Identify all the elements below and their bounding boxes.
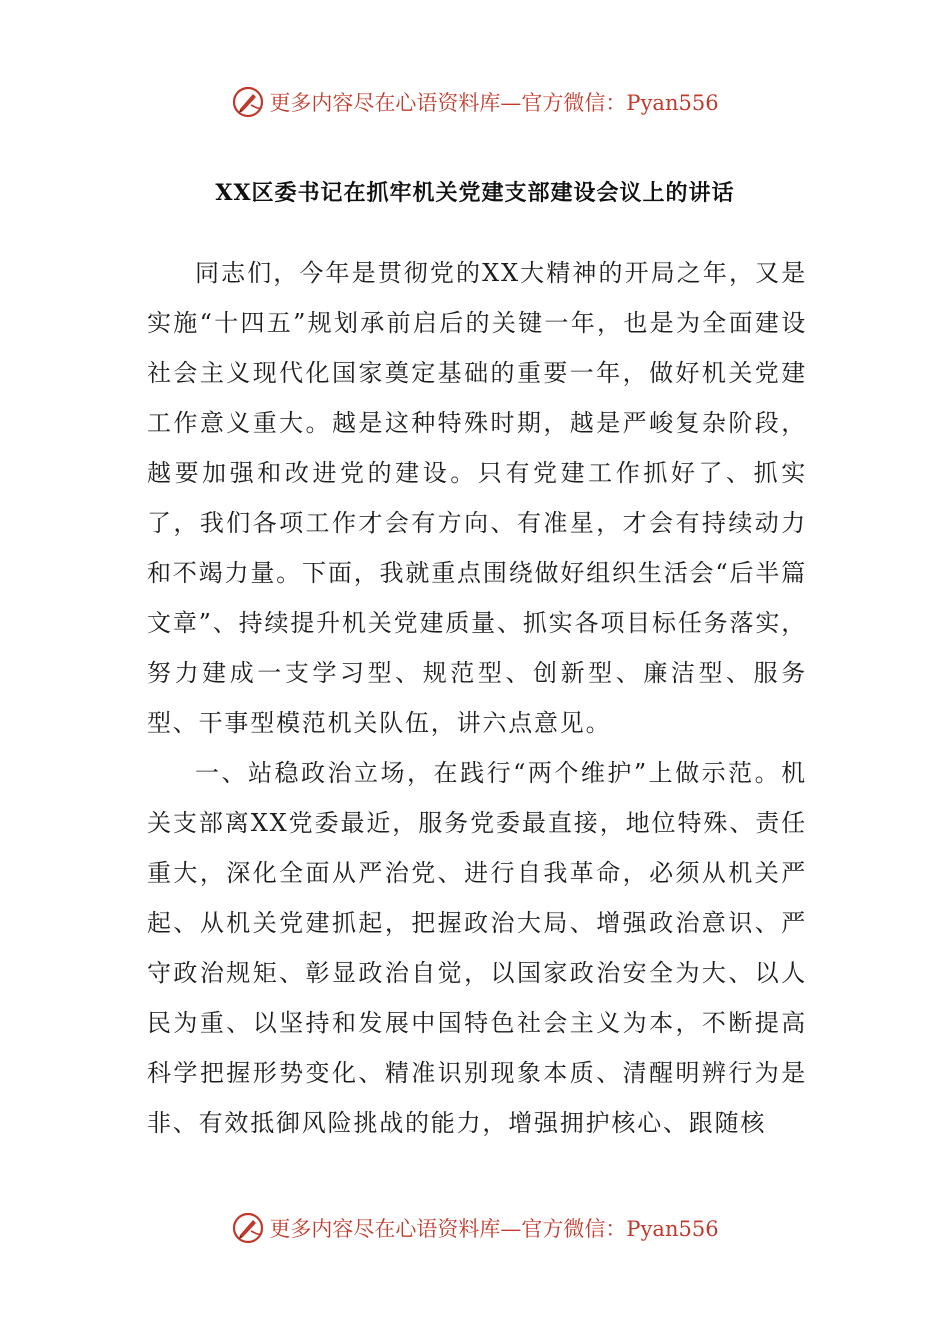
watermark-banner-top [0, 82, 950, 122]
pen-logo-icon [231, 1211, 265, 1245]
watermark-text-top: 更多内容尽在心语资料库—官方微信：Pyan556 [269, 91, 719, 115]
paragraph-2: 一、站稳政治立场，在践行“两个维护”上做示范。机关支部离XX党委最近，服务党委最直接，地位特殊、责任重大，深化全面从严治党、进行自我革命，必须从机关严起、从机关党建抓起，把握政治大局、增强政治意识、严守政治规矩、彰显政治自觉，以国家政治安全为大、以人民为重、以坚持和发展中国特色社会主义为本，不断提高科学把握形势变化、精准识别现象本质、清醒明辨行为是非、有效抵御风险挑战的能力，增强拥护核心、跟随核 [147, 759, 807, 1137]
watermark-text-bottom: 更多内容尽在心语资料库—官方微信：Pyan556 [269, 1217, 719, 1241]
watermark-banner-bottom [0, 1208, 950, 1248]
document-body [147, 248, 807, 1148]
document-title: XX区委书记在抓牢机关党建支部建设会议上的讲话 [215, 180, 735, 206]
paragraph-1: 同志们，今年是贯彻党的XX大精神的开局之年，又是实施“十四五”规划承前启后的关键一年，也是为全面建设社会主义现代化国家奠定基础的重要一年，做好机关党建工作意义重大。越是这种特殊时期，越是严峻复杂阶段，越要加强和改进党的建设。只有党建工作抓好了、抓实了，我们各项工作才会有方向、有准星，才会有持续动力和不竭力量。下面，我就重点围绕做好组织生活会“后半篇文章”、持续提升机关党建质量、抓实各项目标任务落实，努力建成一支学习型、规范型、创新型、廉洁型、服务型、干事型模范机关队伍，讲六点意见。 [147, 259, 807, 737]
pen-logo-icon [231, 85, 265, 119]
